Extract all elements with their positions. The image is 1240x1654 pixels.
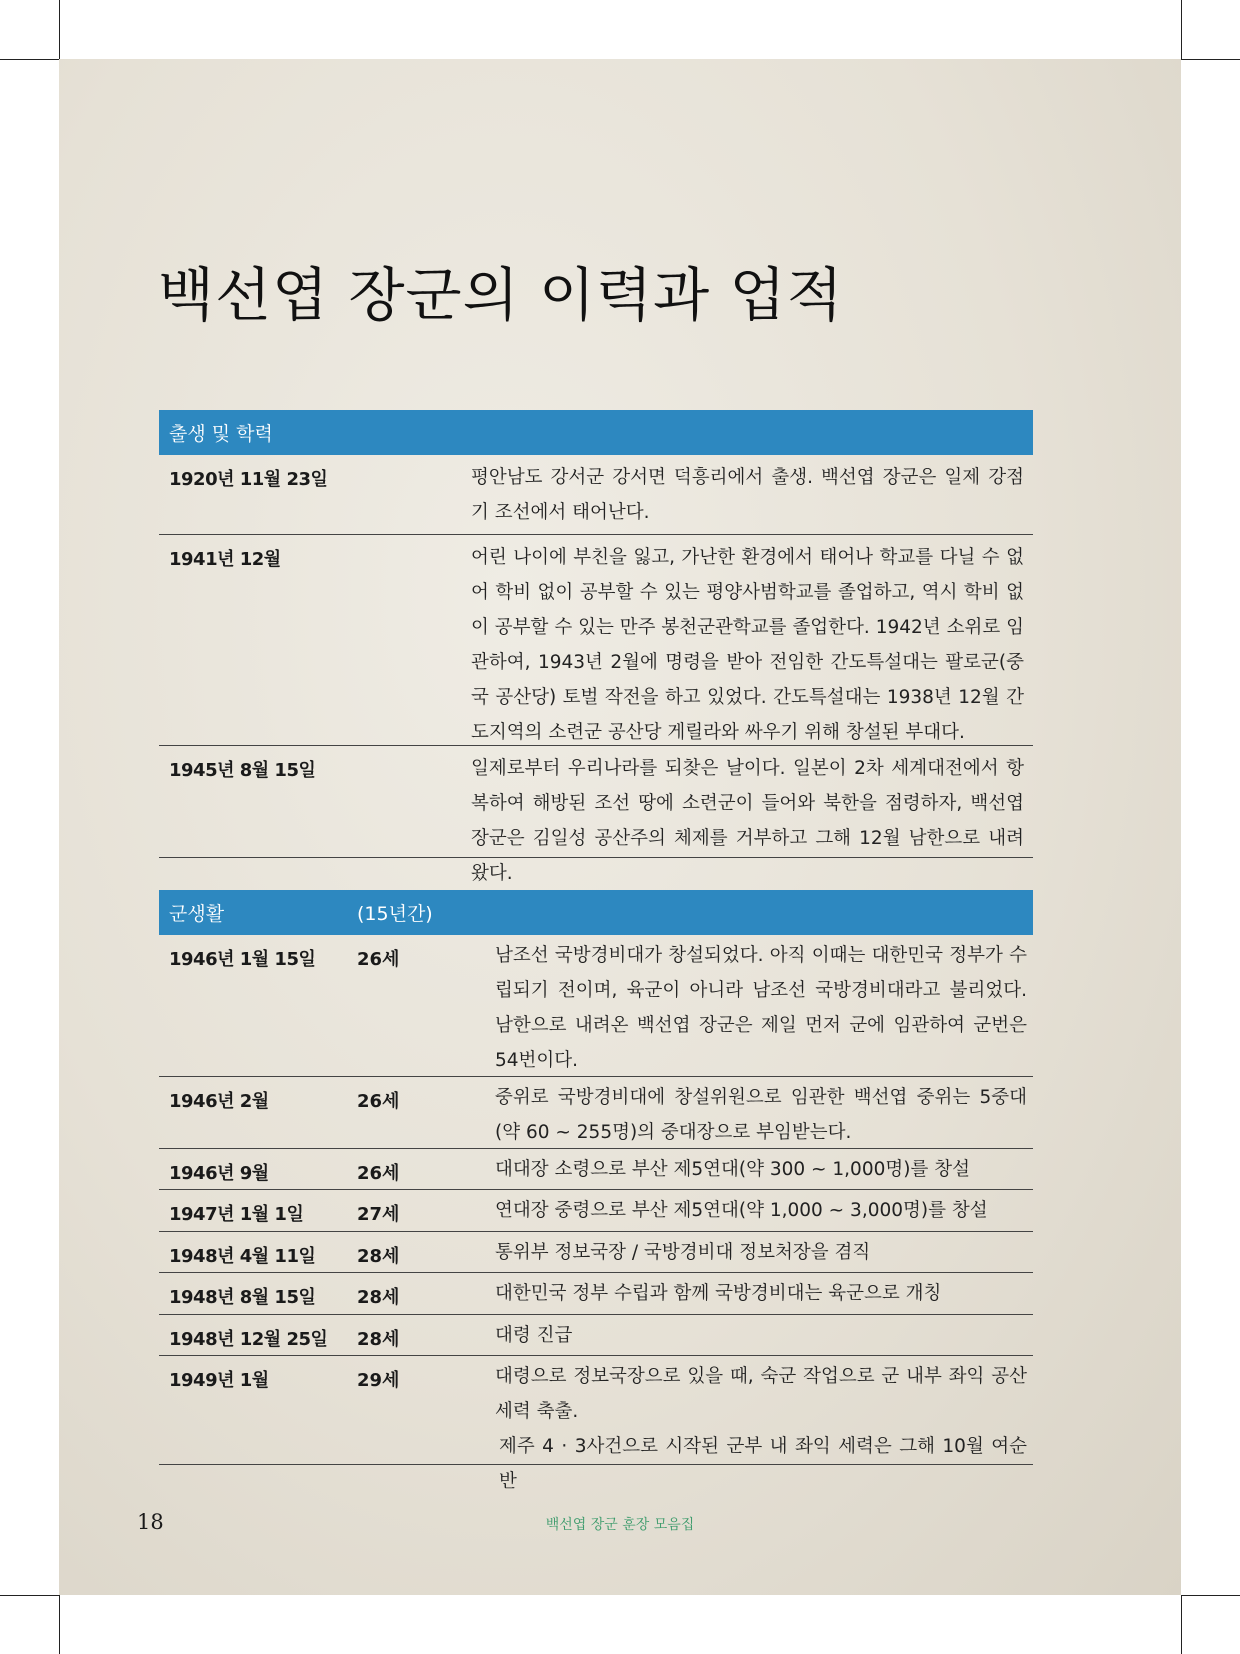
- row-age: 26세: [357, 1163, 400, 1184]
- section-header: [159, 890, 1033, 935]
- row-description: 중위로 국방경비대에 창설위원으로 임관한 백선엽 중위는 5중대(약 60 ~ 255명)의 중대장으로 부임받는다.: [495, 1087, 1027, 1143]
- row-description: [495, 1359, 1027, 1499]
- row-date: 1946년 9월: [169, 1163, 269, 1184]
- row-description: 평안남도 강서군 강서면 덕흥리에서 출생. 백선엽 장군은 일제 강점기 조선에서 태어난다.: [471, 467, 1024, 523]
- table-row: [159, 746, 1033, 884]
- table-row: [159, 535, 1033, 746]
- row-age: 28세: [357, 1329, 400, 1350]
- table-row: [159, 1273, 1033, 1315]
- row-date: 1949년 1월: [169, 1370, 269, 1391]
- row-description: 대대장 소령으로 부산 제5연대(약 300 ~ 1,000명)를 창설: [495, 1159, 970, 1180]
- section-title: 출생 및 학력: [169, 423, 273, 445]
- row-age: 26세: [357, 949, 400, 970]
- row-date: 1941년 12월: [169, 549, 281, 570]
- table-row: [159, 1315, 1033, 1356]
- row-date: 1946년 2월: [169, 1091, 269, 1112]
- page-number: 18: [137, 1510, 164, 1534]
- row-description: 대령 진급: [495, 1325, 573, 1346]
- row-description-line: 제주 4 · 3사건으로 시작된 군부 내 좌익 세력은 그해 10월 여순 반: [499, 1436, 1027, 1492]
- crop-mark: [1181, 1595, 1182, 1654]
- row-description: 대한민국 정부 수립과 함께 국방경비대는 육군으로 개칭: [495, 1283, 942, 1304]
- crop-mark: [1181, 59, 1240, 60]
- table-row: [159, 1232, 1033, 1273]
- row-age: 28세: [357, 1287, 400, 1308]
- row-date: 1948년 12월 25일: [169, 1329, 328, 1350]
- crop-mark: [1181, 1595, 1240, 1596]
- table-row: [159, 455, 1033, 535]
- crop-mark: [59, 0, 60, 59]
- row-date: 1945년 8월 15일: [169, 760, 316, 781]
- row-date: 1948년 4월 11일: [169, 1246, 316, 1267]
- row-date: 1948년 8월 15일: [169, 1287, 316, 1308]
- crop-mark: [0, 59, 59, 60]
- crop-mark: [59, 1595, 60, 1654]
- row-description-line: 대령으로 정보국장으로 있을 때, 숙군 작업으로 군 내부 좌익 공산세력 축출.: [495, 1366, 1027, 1422]
- row-description: 일제로부터 우리나라를 되찾은 날이다. 일본이 2차 세계대전에서 항복하여 해방된 조선 땅에 소련군이 들어와 북한을 점령하자, 백선엽 장군은 김일성 공산주의 체제를 거부하고 그해 12월 남한으로 내려왔다.: [471, 758, 1024, 884]
- row-age: 27세: [357, 1204, 400, 1225]
- row-date: 1946년 1월 15일: [169, 949, 316, 970]
- table-row: [159, 1077, 1033, 1149]
- row-date: 1947년 1월 1일: [169, 1204, 304, 1225]
- row-date: 1920년 11월 23일: [169, 469, 328, 490]
- section-title: 군생활: [169, 903, 225, 925]
- section-military-career: [159, 890, 1033, 1492]
- table-row: [159, 1356, 1033, 1492]
- section-birth-education: [159, 410, 1033, 884]
- row-age: 29세: [357, 1370, 400, 1391]
- table-row: [159, 1190, 1033, 1232]
- row-description: 남조선 국방경비대가 창설되었다. 아직 이때는 대한민국 정부가 수립되기 전이며, 육군이 아니라 남조선 국방경비대라고 불리었다. 남한으로 내려온 백선엽 장군은 제일 먼저 군에 임관하여 군번은 54번이다.: [495, 945, 1027, 1071]
- row-age: 26세: [357, 1091, 400, 1112]
- table-row: [159, 935, 1033, 1077]
- row-age: 28세: [357, 1246, 400, 1267]
- section-subtitle: (15년간): [357, 903, 433, 925]
- page-title: 백선엽 장군의 이력과 업적: [158, 261, 844, 329]
- row-description: 연대장 중령으로 부산 제5연대(약 1,000 ~ 3,000명)를 창설: [495, 1200, 988, 1221]
- table-row: [159, 1149, 1033, 1190]
- section-header: [159, 410, 1033, 455]
- crop-mark: [0, 1595, 59, 1596]
- row-description: 통위부 정보국장 / 국방경비대 정보처장을 겸직: [495, 1242, 871, 1263]
- row-description: 어린 나이에 부친을 잃고, 가난한 환경에서 태어나 학교를 다닐 수 없어 학비 없이 공부할 수 있는 평양사범학교를 졸업하고, 역시 학비 없이 공부할 수 있는 만주 봉천군관학교를 졸업한다. 1942년 소위로 임관하여, 1943년 2월에 명령을 받아 전임한 간도특설대는 팔로군(중국 공산당) 토벌 작전을 하고 있었다. 간도특설대는 1938년 12월 간도지역의 소련군 공산당 게릴라와 싸우기 위해 창설된 부대다.: [471, 547, 1024, 743]
- crop-mark: [1181, 0, 1182, 59]
- book-title: 백선엽 장군 훈장 모음집: [545, 1517, 695, 1533]
